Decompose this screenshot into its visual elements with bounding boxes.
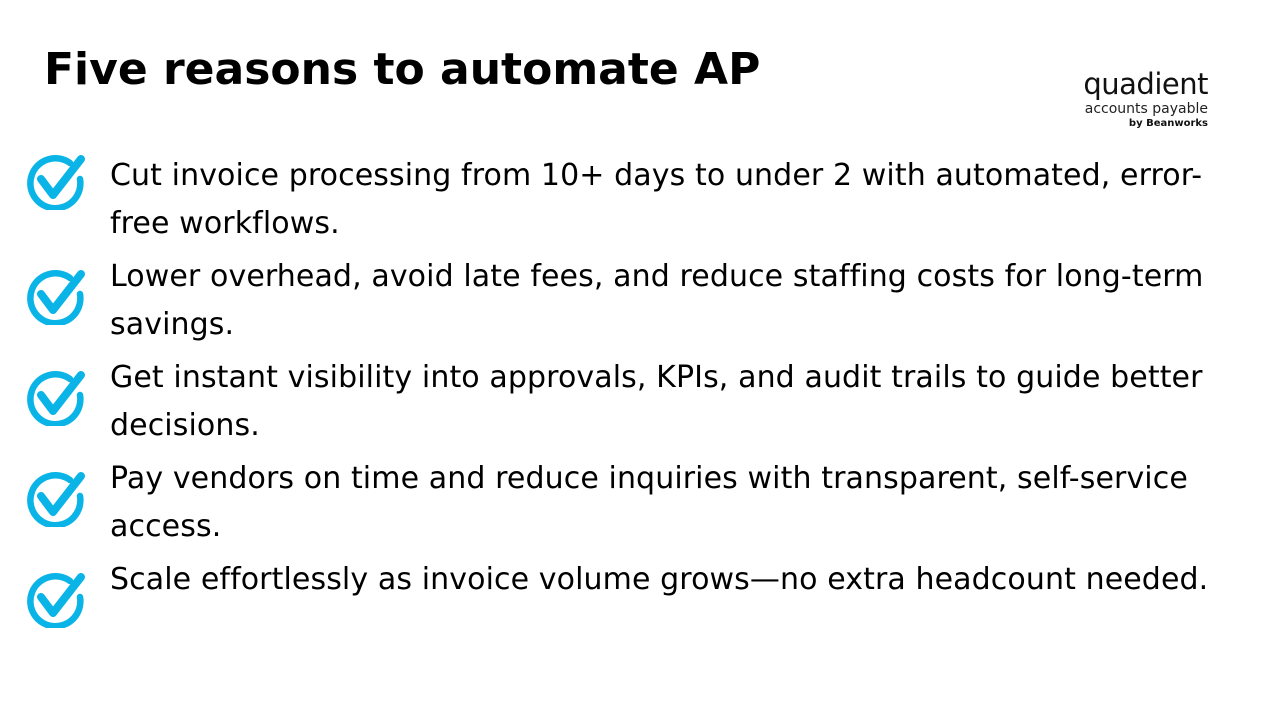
- logo-subtitle: accounts payable: [1084, 101, 1208, 117]
- reason-item: [24, 556, 1244, 657]
- logo-byline: by Beanworks: [1128, 118, 1208, 129]
- reason-text: Lower overhead, avoid late fees, and reduce staffing costs for long-term savings.: [110, 259, 1204, 342]
- check-circle-icon: [24, 368, 86, 426]
- reason-text: Cut invoice processing from 10+ days to under 2 with automated, error-free workflows.: [110, 158, 1203, 241]
- logo-wordmark: quadient: [1083, 67, 1208, 101]
- reason-item: [24, 354, 1244, 455]
- check-circle-icon: [24, 152, 86, 210]
- reason-text: Pay vendors on time and reduce inquiries with transparent, self-service access.: [110, 461, 1188, 544]
- reason-text: Get instant visibility into approvals, KPIs, and audit trails to guide better decisions.: [110, 360, 1203, 443]
- reason-item: [24, 152, 1244, 253]
- check-circle-icon: [24, 267, 86, 325]
- reason-text: Scale effortlessly as invoice volume grows—no extra headcount needed.: [110, 562, 1209, 597]
- reason-item: [24, 455, 1244, 556]
- check-circle-icon: [24, 570, 86, 628]
- slide-title: Five reasons to automate AP: [44, 44, 761, 95]
- quadient-logo: [1040, 68, 1210, 134]
- check-circle-icon: [24, 469, 86, 527]
- reason-item: [24, 253, 1244, 354]
- reasons-list: [24, 152, 1244, 657]
